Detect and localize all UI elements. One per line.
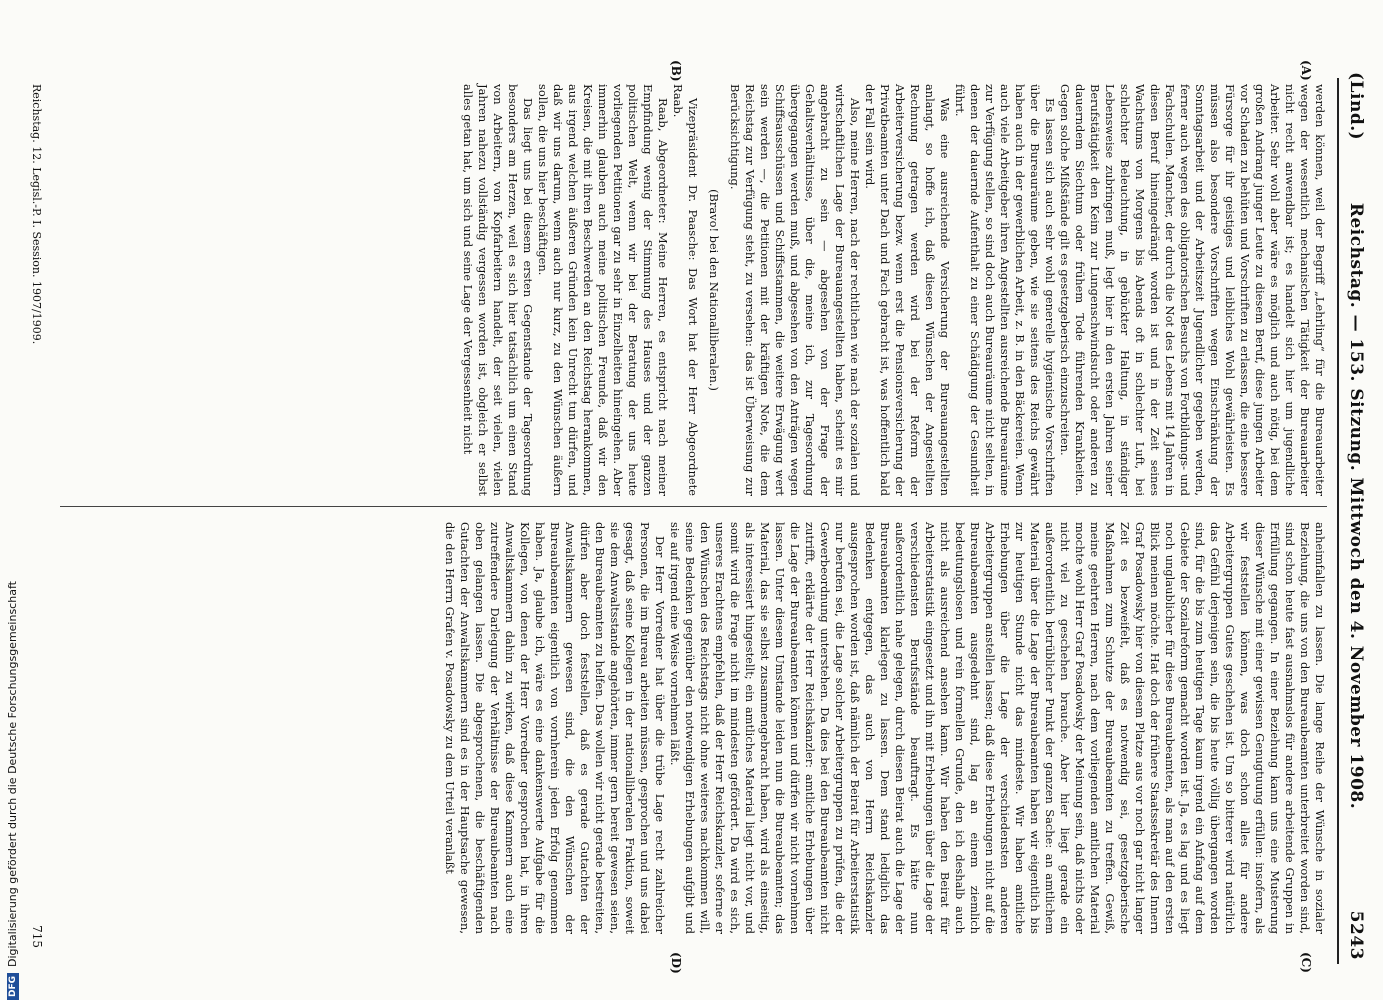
right-column [60, 522, 1327, 934]
header-rule [1337, 78, 1339, 964]
column-divider [60, 506, 1327, 507]
page-header [1345, 72, 1367, 960]
paragraph: anheimfallen zu lassen. Die lange Reihe der Wünsche in sozialer Beziehung, die uns von den Bureaubeamten unterbreitet worden sind, sind schon heute fast ausnahmslos für andere arbeitende Gruppen in Erfüllung gegangen. In einer Beziehung kann uns eine Musterung dieser Wünsche mit einer gewissen Genugtuung erfüllen: insofern, als wir feststellen können, was doch schon alles für andere Arbeitergruppen Gutes geschehen ist. Um so bitterer wird natürlich das Gefühl derjenigen sein, die bis heute völlig übergangen worden sind, für die bis zum heutigen Tage kaum irgend ein Anfang auf dem Gebiete der Sozialreform gemacht worden ist. Ja, es lag und es liegt noch unglaublicher für diese Bureaubeamten, als man auf den ersten Blick meinen möchte. Hat doch der frühere Staatssekretär des Innern Graf Posadowsky hier von diesem Platze aus vor noch gar nicht langer Zeit es bezweifelt, daß es notwendig sei, gesetzgeberische Maßnahmen zum Schutze der Bureaubeamten zu treffen. Gewiß, meine geehrten Herren, nach dem vorliegenden amtlichen Material mochte wohl Herr Graf Posadowsky der Meinung sein, daß nichts oder nicht viel zu geschehen brauche. Aber hier liegt gerade ein außerordentlich betrüblicher Punkt der ganzen Sache: an amtlichem Material über die Lage der Bureaubeamten haben wir eigentlich bis zur heutigen Stunde nicht das mindeste. Wir haben amtliche Erhebungen über die Lage der verschiedensten anderen Arbeitergruppen anstellen lassen; daß diese Erhebungen nicht auf die Bureaubeamten ausgedehnt sind, lag an einem ziemlich bedeutungslosen und rein formellen Grunde, den ich deshalb auch nicht als ausreichend ansehen kann. Wir haben den Beirat für Arbeiterstatistik eingesetzt und ihn mit Erhebungen über die Lage der verschiedensten Berufsstände beauftragt. Es hätte nun außerordentlich nahe gelegen, durch diesen Beirat auch die Lage der Bureaubeamten klarlegen zu lassen. Dem stand lediglich das Bedenken entgegen, das auch von Herrn Reichskanzler ausgesprochen worden ist, daß nämlich der Beirat für Arbeiterstatistik nur berufen sei, die Lage solcher Arbeitergruppen zu prüfen, die der Gewerbeordnung unterstehen. Da dies bei den Bureaubeamten nicht zutrifft, erklärte der Herr Reichskanzler: amtliche Erhebungen über die Lage der Bureaubeamten können und dürfen wir nicht vornehmen lassen. Unter diesem Umstande leiden nun die Bureaubeamten; das Material, das sie selbst zusammengebracht haben, wird als einseitig, als interessiert hingestellt; ein amtliches Material liegt nicht vor, und somit wird die Frage nicht im mindesten gefördert. Da wird es sich, unseres Erachtens empfehlen, daß der Herr Reichskanzler, soferne er den Wünschen des Reichstags nicht ohne weiteres nachkommen will, seine Bedenken gegenüber den notwendigen Erhebungen aufgibt und sie auf irgend eine Weise vornehmen läßt. [668, 522, 1327, 934]
margin-mark-b: (B) [669, 60, 683, 82]
dfg-logo: DFG [7, 973, 19, 1000]
paragraph: Es lassen sich auch sehr wohl generelle hygienische Vorschriften über die Bureauräume geben, wie sie seitens des Reichs gewährt haben auch in der gewerblichen Arbeit, z. B. in den Bäckereien. Wenn auch viele Arbeitgeber ihren Angestellten ausreichende Bureauräume zur Verfügung stellen, so sind doch auch Bureauräume nicht selten, in denen der dauernde Aufenthalt zu einer Schädigung der Gesundheit führt. [953, 84, 1057, 496]
margin-mark-a: (A) [1299, 60, 1313, 81]
left-column [60, 84, 1327, 496]
digitization-credit [6, 0, 19, 1000]
paragraph: werden können, weil der Begriff „Lehrling“ für die Bureauarbeiter wegen der wesentlich mechanischen Tätigkeit der Bureauarbeiter nicht recht anwendbar ist; es handelt sich hier um jugendliche Arbeiter. Sehr wohl aber wäre es möglich und auch nötig, bei dem großen Andrang junger Leute zu diesem Beruf, diese jungen Arbeiter vor Schaden zu behüten und Vorschriften zu erlassen, die eine bessere Fürsorge für ihr geistiges und leibliches Wohl gewährleisten. Es müssen also besondere Vorschriften wegen Einschränkung der Sonntagsarbeit und der Arbeitszeit Jugendlicher gegeben werden, ferner auch wegen des obligatorischen Besuchs von Fortbildungs- und Fachschulen. Mancher, der durch die Not des Lebens mit 14 Jahren in diesen Beruf hineingedrängt worden ist und in der Zeit seines Wachstums von Morgens bis Abends oft in schlechter Luft, bei schlechter Beleuchtung, in gebückter Haltung, in ständiger Lebensweise zubringen muß, legt hier in den ersten Jahren seiner Berufstätigkeit den Keim zur Lungenschwindsucht oder anderen zu dauerndem Siechtum oder frühem Tode führenden Krankheiten. Gegen solche Mißstände gilt es gesetzgeberisch einzuschreiten. [1058, 84, 1327, 496]
paragraph: Also, meine Herren, nach der rechtlichen wie nach der sozialen und wirtschaftlichen Lage der Bureauangestellten haben, scheint es mir angebracht zu sein — abgesehen von der Frage der Gehaltsverhältnisse, über die, meine ich, zur Tagesordnung übergegangen werden muß, und abgesehen von den Anträgen wegen Schiffsausschüssen und Schiffsstammen, die weitere Erwägung wert sein werden —, die Petitionen mit der kräftigen Note, die dem Reichstag zur Verfügung steht, zu versehen: das ist Überweisung zur Berücksichtigung. [728, 84, 862, 496]
page-number: 5243 [1346, 910, 1366, 960]
speaker-announcement: Vizepräsident Dr. Paasche: Das Wort hat der Herr Abgeordnete Raab. [671, 84, 700, 496]
interjection: (Bravo! bei den Nationalliberalen.) [707, 189, 721, 391]
paragraph: Der Herr Vorredner hat über die trübe Lage recht zahlreicher Personen, die im Bureau arbeiten müssen, gesprochen und uns dabei gesagt, daß seine Kollegen in der nationalliberalen Fraktion, soweit sie dem Anwaltsstande angehörten, immer gern bereit gewesen seien, den Bureaubeamten zu helfen. Das wollen wir nicht gerade bestreiten, dürfen aber doch feststellen, daß es gerade Gutachten der Anwaltskammern gewesen sind, die den Wünschen der Bureaubeamten eigentlich von vornherein jeden Erfolg genommen haben. Ja, glaube ich, wäre es eine dankenswerte Aufgabe für die Kollegen, von denen der Herr Vorredner gesprochen hat, in ihren Anwaltskammern dahin zu wirken, daß diese Kammern auch eine zutreffendere Darlegung der Verhältnisse der Bureaubeamten nach oben gelangen lassen. Die abgesprochenen, die beschäftigenden Gutachten der Anwaltskammern sind es in der Hauptsache gewesen, die den Herrn Grafen v. Posadowsky zu dem Urteil veranlaßt [443, 522, 667, 934]
footer-sheet-number: 715 [30, 925, 44, 948]
margin-mark-d: (D) [669, 952, 683, 974]
margin-mark-c: (C) [1299, 952, 1313, 973]
paragraph: Raab, Abgeordneter: Meine Herren, es entspricht nach meiner Empfindung wenig der Stimmung des Hauses und der ganzen politischen Welt, wenn wir bei der Beratung der uns heute vorliegenden Petitionen gar zu sehr in Einzelheiten hineingehen. Aber immerhin glauben auch meine politischen Freunde, daß wir den Kreisen, die mit ihren Beschwerden an den Reichstag herankommen, aus irgend welchen äußeren Gründen kein Unrecht tun dürfen, und daß wir uns darum, wenn auch nur kurz, zu den Wünschen äußern sollen, die uns hier beschäftigen. [536, 84, 670, 496]
paragraph: Das liegt uns bei diesem ersten Gegenstande der Tagesordnung besonders am Herzen, weil es sich hier tatsächlich um einen Stand von Arbeitern, von Kopfarbeitern handelt, der seit vielen, vielen Jahren nahezu vollständig vergessen worden ist, obgleich er selbst alles getan hat, um sich und seine Lage der Vergessenheit nicht [461, 84, 535, 496]
header-left: (Lind.) [1346, 72, 1366, 141]
header-title: Reichstag. — 153. Sitzung. Mittwoch den 4. November 1908. [1346, 202, 1366, 810]
credit-text: Digitalisierung gefördert durch die Deutsche Forschungsgemeinschaft [6, 581, 19, 967]
paragraph: Was eine ausreichende Versicherung der Bureauangestellten anlangt, so hoffe ich, daß diesen Wünschen der Angestellten Rechnung getragen werden wird bei der Reform der Arbeiterversicherung bezw. wenn erst die Pensionsversicherung der Privatbeamten unter Dach und Fach gebracht ist, was hoffentlich bald der Fall sein wird. [863, 84, 952, 496]
footer-session: Reichstag. 12. Legisl.-P. I. Session. 1907/1909. [30, 84, 43, 345]
